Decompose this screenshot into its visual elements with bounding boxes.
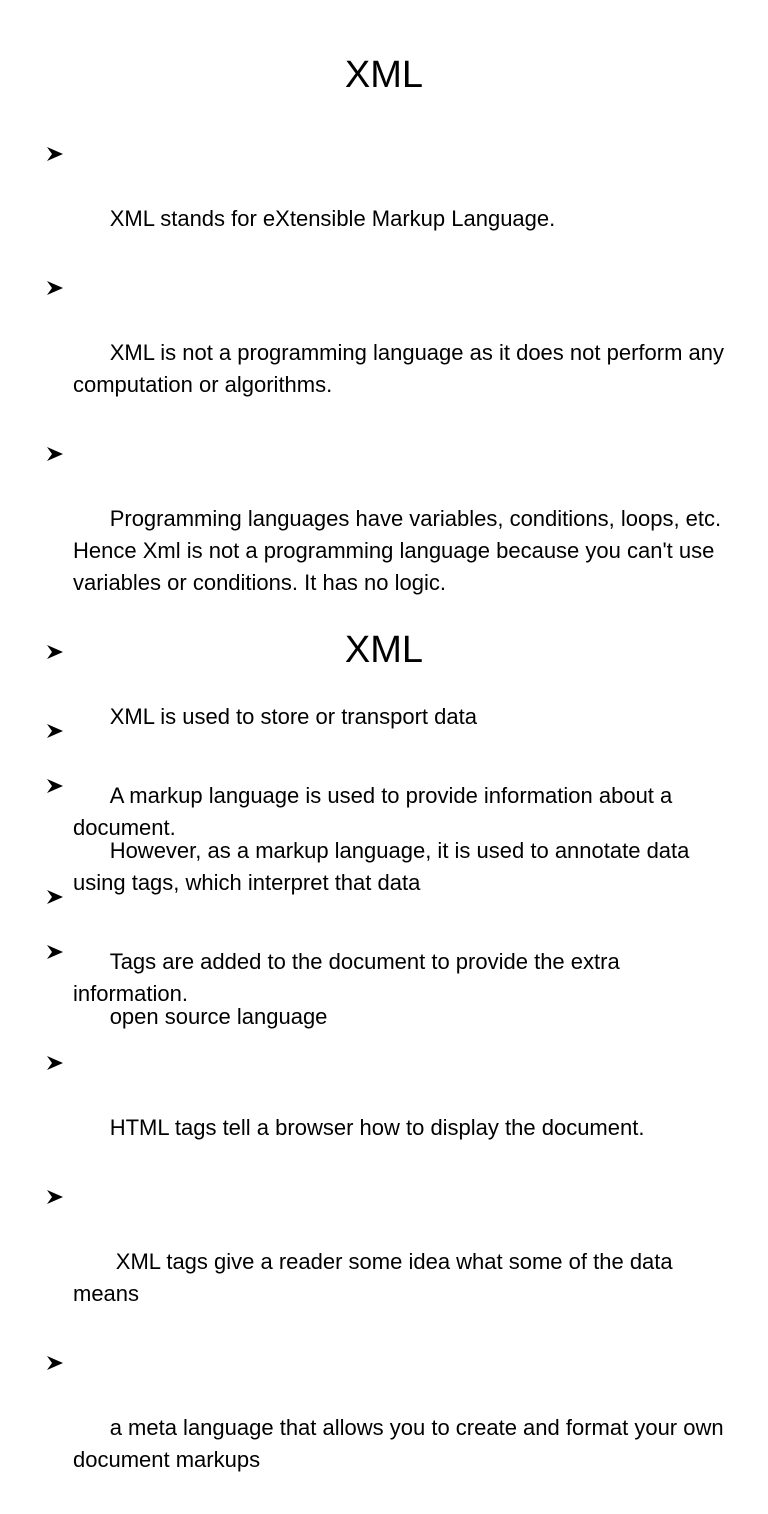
bullet-text: Programming languages have variables, conditions, loops, etc. Hence Xml is not a programming language because you can't use variables or conditions. It has no logic. (73, 506, 728, 595)
arrow-bullet-icon (46, 1354, 64, 1372)
arrow-bullet-icon (46, 145, 64, 163)
arrow-bullet-icon (46, 445, 64, 463)
bullet-text: XML stands for eXtensible Markup Language. (109, 206, 556, 231)
bullet-text: Tags are added to the document to provide the extra information. (73, 949, 626, 1006)
slide-title: XML (344, 629, 424, 671)
slide-2 (0, 576, 768, 1472)
list-item (44, 716, 734, 876)
slide-title: XML (344, 54, 424, 96)
bullet-text: open source language (109, 1004, 328, 1029)
arrow-bullet-icon (46, 1054, 64, 1072)
arrow-bullet-icon (46, 888, 64, 906)
bullet-text: XML is not a programming language as it does not perform any computation or algorithms. (73, 340, 731, 397)
list-item (44, 1182, 734, 1342)
arrow-bullet-icon (46, 1188, 64, 1206)
list-item (44, 882, 734, 1042)
bullet-text: a meta language that allows you to create and format your own document markups (73, 1415, 730, 1472)
bullet-list (44, 716, 734, 1514)
arrow-bullet-icon (46, 279, 64, 297)
arrow-bullet-icon (46, 722, 64, 740)
list-item (44, 139, 734, 267)
bullet-text: XML tags give a reader some idea what some of the data means (73, 1249, 679, 1306)
list-item (44, 1348, 734, 1508)
list-item (44, 1048, 734, 1176)
bullet-text: XML is used to store or transport data (109, 704, 477, 729)
bullet-text: HTML tags tell a browser how to display the document. (109, 1115, 645, 1140)
bullet-text: However, as a markup language, it is used to annotate data using tags, which interpret that data (73, 838, 696, 895)
list-item (44, 273, 734, 433)
bullet-text: A markup language is used to provide information about a document. (73, 783, 679, 840)
